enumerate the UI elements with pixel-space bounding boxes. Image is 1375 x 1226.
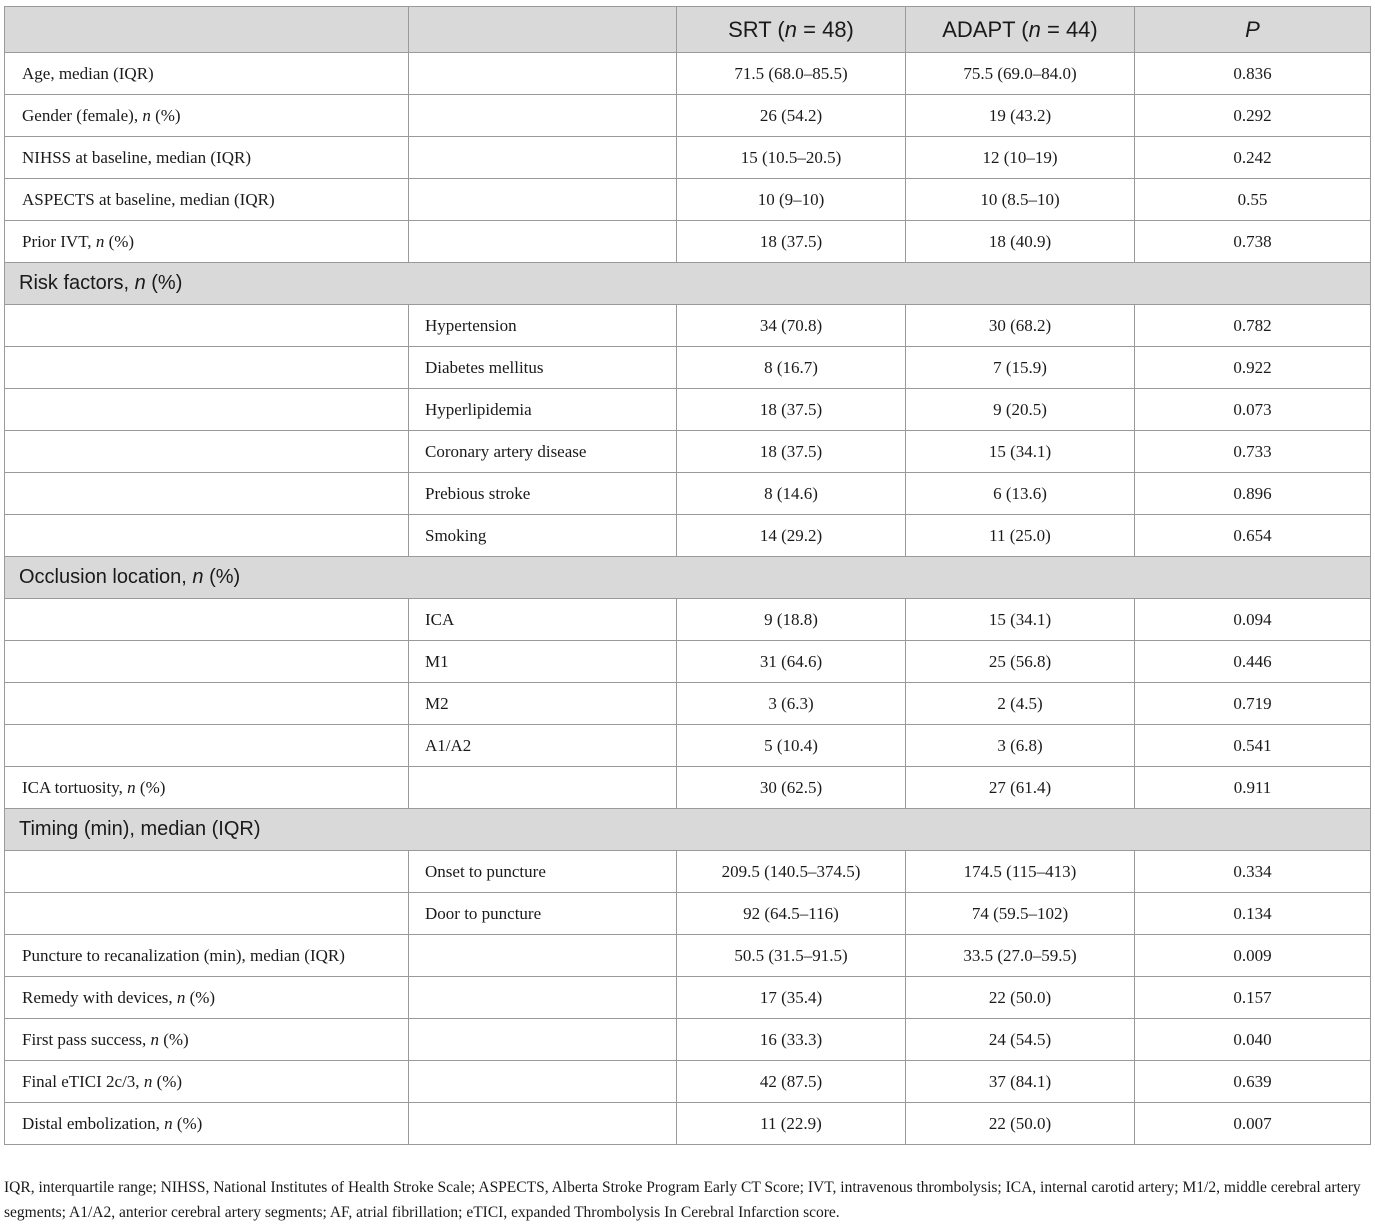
- p-value: 0.094: [1135, 599, 1371, 641]
- p-value: 0.55: [1135, 179, 1371, 221]
- adapt-value: 27 (61.4): [906, 767, 1135, 809]
- row-label-text: Hypertension: [425, 315, 517, 335]
- p-value: 0.157: [1135, 977, 1371, 1019]
- row-label-italic: n: [192, 566, 204, 588]
- table-row: [5, 473, 1371, 515]
- p-value: 0.782: [1135, 305, 1371, 347]
- adapt-value: 18 (40.9): [906, 221, 1135, 263]
- srt-value: 71.5 (68.0–85.5): [677, 53, 906, 95]
- table-row: [5, 1019, 1371, 1061]
- adapt-value: 10 (8.5–10): [906, 179, 1135, 221]
- adapt-value: 174.5 (115–413): [906, 851, 1135, 893]
- table-row: [5, 683, 1371, 725]
- table-row: [5, 935, 1371, 977]
- row-label-post: (%): [158, 1029, 189, 1049]
- row-label-text: Age, median (IQR): [22, 63, 154, 83]
- table-row: [5, 347, 1371, 389]
- row-label: [5, 935, 409, 977]
- row-label-italic: n: [142, 105, 151, 125]
- p-value: 0.446: [1135, 641, 1371, 683]
- row-label-italic: n: [134, 272, 146, 294]
- row-label: [5, 221, 409, 263]
- row-label-pre: Distal embolization,: [22, 1113, 165, 1133]
- header-adapt-n: n: [1028, 16, 1041, 42]
- p-value: 0.334: [1135, 851, 1371, 893]
- header-adapt: [906, 7, 1135, 53]
- row-sublabel: [409, 851, 677, 893]
- srt-value: 18 (37.5): [677, 389, 906, 431]
- srt-value: 18 (37.5): [677, 221, 906, 263]
- row-sublabel: [409, 599, 677, 641]
- row-label-text: Onset to puncture: [425, 861, 546, 881]
- srt-value: 15 (10.5–20.5): [677, 137, 906, 179]
- table-row: [5, 599, 1371, 641]
- row-sublabel: [409, 179, 677, 221]
- adapt-value: 24 (54.5): [906, 1019, 1135, 1061]
- row-label-post: (%): [104, 231, 135, 251]
- srt-value: 8 (14.6): [677, 473, 906, 515]
- section-heading: [5, 557, 1371, 599]
- row-label-italic: n: [176, 987, 186, 1007]
- section-row: [5, 557, 1371, 599]
- row-label: [5, 515, 409, 557]
- adapt-value: 2 (4.5): [906, 683, 1135, 725]
- srt-value: 34 (70.8): [677, 305, 906, 347]
- adapt-value: 37 (84.1): [906, 1061, 1135, 1103]
- table-container: [4, 6, 1370, 1145]
- srt-value: 50.5 (31.5–91.5): [677, 935, 906, 977]
- row-label: [5, 473, 409, 515]
- row-label: [5, 1019, 409, 1061]
- header-p: [1135, 7, 1371, 53]
- row-sublabel: [409, 347, 677, 389]
- row-label-text: Puncture to recanalization (min), median (IQR): [22, 945, 345, 965]
- row-label-text: Door to puncture: [425, 903, 542, 923]
- row-sublabel: [409, 53, 677, 95]
- row-label-italic: n: [127, 777, 136, 797]
- p-value: 0.836: [1135, 53, 1371, 95]
- row-sublabel: [409, 137, 677, 179]
- row-label: [5, 1061, 409, 1103]
- table-row: [5, 431, 1371, 473]
- srt-value: 5 (10.4): [677, 725, 906, 767]
- table-row: [5, 53, 1371, 95]
- table-row: [5, 179, 1371, 221]
- row-label-text: M2: [425, 693, 449, 713]
- row-sublabel: [409, 977, 677, 1019]
- row-label: [5, 53, 409, 95]
- row-label: [5, 599, 409, 641]
- row-label-text: Coronary artery disease: [425, 441, 587, 461]
- row-label: [5, 137, 409, 179]
- p-value: 0.654: [1135, 515, 1371, 557]
- row-sublabel: [409, 221, 677, 263]
- table-row: [5, 1103, 1371, 1145]
- adapt-value: 15 (34.1): [906, 431, 1135, 473]
- row-label-italic: n: [164, 1113, 173, 1133]
- srt-value: 8 (16.7): [677, 347, 906, 389]
- table-row: [5, 305, 1371, 347]
- row-sublabel: [409, 95, 677, 137]
- p-value: 0.007: [1135, 1103, 1371, 1145]
- srt-value: 9 (18.8): [677, 599, 906, 641]
- row-label-pre: ICA tortuosity,: [22, 777, 128, 797]
- adapt-value: 3 (6.8): [906, 725, 1135, 767]
- table-body: [5, 53, 1371, 1145]
- srt-value: 10 (9–10): [677, 179, 906, 221]
- p-value: 0.073: [1135, 389, 1371, 431]
- header-srt-n: n: [784, 16, 798, 42]
- row-label-post: (%): [135, 777, 166, 797]
- adapt-value: 33.5 (27.0–59.5): [906, 935, 1135, 977]
- table-row: [5, 893, 1371, 935]
- header-p-label: P: [1245, 16, 1260, 42]
- table-row: [5, 767, 1371, 809]
- p-value: 0.134: [1135, 893, 1371, 935]
- row-label-italic: n: [150, 1029, 159, 1049]
- row-label-post: (%): [172, 1113, 203, 1133]
- row-label-pre: Risk factors,: [19, 272, 135, 294]
- row-label: [5, 389, 409, 431]
- adapt-value: 22 (50.0): [906, 977, 1135, 1019]
- row-label-pre: Occlusion location,: [19, 566, 193, 588]
- p-value: 0.922: [1135, 347, 1371, 389]
- adapt-value: 75.5 (69.0–84.0): [906, 53, 1135, 95]
- p-value: 0.639: [1135, 1061, 1371, 1103]
- table-row: [5, 641, 1371, 683]
- table-row: [5, 137, 1371, 179]
- header-srt-suffix: = 48): [797, 16, 854, 42]
- p-value: 0.009: [1135, 935, 1371, 977]
- row-sublabel: [409, 767, 677, 809]
- row-sublabel: [409, 683, 677, 725]
- row-sublabel: [409, 1019, 677, 1061]
- row-sublabel: [409, 1061, 677, 1103]
- adapt-value: 6 (13.6): [906, 473, 1135, 515]
- header-srt-prefix: SRT (: [728, 16, 785, 42]
- row-label-post: (%): [145, 272, 183, 294]
- table-row: [5, 725, 1371, 767]
- row-label: [5, 305, 409, 347]
- srt-value: 42 (87.5): [677, 1061, 906, 1103]
- row-label-italic: n: [95, 231, 105, 251]
- row-label-text: ASPECTS at baseline, median (IQR): [22, 189, 275, 209]
- adapt-value: 22 (50.0): [906, 1103, 1135, 1145]
- adapt-value: 74 (59.5–102): [906, 893, 1135, 935]
- row-sublabel: [409, 515, 677, 557]
- p-value: 0.541: [1135, 725, 1371, 767]
- adapt-value: 12 (10–19): [906, 137, 1135, 179]
- row-label: [5, 725, 409, 767]
- row-label-pre: Remedy with devices,: [22, 987, 177, 1007]
- row-label-pre: First pass success,: [22, 1029, 151, 1049]
- row-sublabel: [409, 431, 677, 473]
- srt-value: 31 (64.6): [677, 641, 906, 683]
- row-label-text: ICA: [425, 609, 455, 629]
- adapt-value: 15 (34.1): [906, 599, 1135, 641]
- p-value: 0.911: [1135, 767, 1371, 809]
- row-label: [5, 95, 409, 137]
- row-label-pre: Gender (female),: [22, 105, 143, 125]
- row-label-pre: Final eTICI 2c/3,: [22, 1071, 144, 1091]
- table-row: [5, 221, 1371, 263]
- table-row: [5, 851, 1371, 893]
- p-value: 0.719: [1135, 683, 1371, 725]
- p-value: 0.738: [1135, 221, 1371, 263]
- section-heading: [5, 809, 1371, 851]
- row-label-post: (%): [150, 105, 181, 125]
- row-label-text: NIHSS at baseline, median (IQR): [22, 147, 251, 167]
- row-sublabel: [409, 725, 677, 767]
- adapt-value: 9 (20.5): [906, 389, 1135, 431]
- header-adapt-prefix: ADAPT (: [942, 16, 1029, 42]
- row-sublabel: [409, 473, 677, 515]
- table-row: [5, 1061, 1371, 1103]
- table-row: [5, 515, 1371, 557]
- header-blank-1: [5, 7, 409, 53]
- srt-value: 26 (54.2): [677, 95, 906, 137]
- row-label: [5, 851, 409, 893]
- srt-value: 17 (35.4): [677, 977, 906, 1019]
- row-label: [5, 1103, 409, 1145]
- p-value: 0.733: [1135, 431, 1371, 473]
- row-label: [5, 683, 409, 725]
- srt-value: 18 (37.5): [677, 431, 906, 473]
- row-sublabel: [409, 935, 677, 977]
- row-label: [5, 767, 409, 809]
- row-label-italic: n: [143, 1071, 153, 1091]
- row-sublabel: [409, 389, 677, 431]
- row-label: [5, 641, 409, 683]
- p-value: 0.242: [1135, 137, 1371, 179]
- header-blank-2: [409, 7, 677, 53]
- row-label-post: (%): [185, 987, 216, 1007]
- row-sublabel: [409, 305, 677, 347]
- table-row: [5, 977, 1371, 1019]
- p-value: 0.292: [1135, 95, 1371, 137]
- srt-value: 14 (29.2): [677, 515, 906, 557]
- row-sublabel: [409, 641, 677, 683]
- section-row: [5, 809, 1371, 851]
- row-sublabel: [409, 1103, 677, 1145]
- adapt-value: 19 (43.2): [906, 95, 1135, 137]
- row-label-text: M1: [425, 651, 449, 671]
- row-label-text: Smoking: [425, 525, 487, 545]
- table-row: [5, 389, 1371, 431]
- row-label: [5, 179, 409, 221]
- srt-value: 3 (6.3): [677, 683, 906, 725]
- srt-value: 92 (64.5–116): [677, 893, 906, 935]
- p-value: 0.040: [1135, 1019, 1371, 1061]
- row-label-pre: Prior IVT,: [22, 231, 96, 251]
- row-label: [5, 977, 409, 1019]
- adapt-value: 25 (56.8): [906, 641, 1135, 683]
- row-label-text: Timing (min), median (IQR): [19, 818, 261, 840]
- adapt-value: 11 (25.0): [906, 515, 1135, 557]
- section-row: [5, 263, 1371, 305]
- srt-value: 209.5 (140.5–374.5): [677, 851, 906, 893]
- table-footnote: IQR, interquartile range; NIHSS, National Institutes of Health Stroke Scale; ASPECTS, Alberta Stroke Program Early CT Score; IVT, intravenous thrombolysis; ICA, internal carotid artery; M1/2, middle cerebral artery segments; A1/A2, anterior cerebral artery segments; AF, atrial fibrillation; eTICI, expanded Thrombolysis In Cerebral Infarction score.: [4, 1179, 1361, 1221]
- p-value: 0.896: [1135, 473, 1371, 515]
- header-srt: [677, 7, 906, 53]
- row-label: [5, 893, 409, 935]
- header-adapt-suffix: = 44): [1040, 16, 1098, 42]
- srt-value: 30 (62.5): [677, 767, 906, 809]
- srt-value: 11 (22.9): [677, 1103, 906, 1145]
- data-table: [4, 6, 1371, 1145]
- row-label-text: Hyperlipidemia: [425, 399, 532, 419]
- adapt-value: 7 (15.9): [906, 347, 1135, 389]
- row-sublabel: [409, 893, 677, 935]
- header-row: [5, 7, 1371, 53]
- row-label-text: A1/A2: [425, 735, 472, 755]
- section-heading: [5, 263, 1371, 305]
- row-label: [5, 347, 409, 389]
- adapt-value: 30 (68.2): [906, 305, 1135, 347]
- srt-value: 16 (33.3): [677, 1019, 906, 1061]
- row-label-text: Prebious stroke: [425, 483, 531, 503]
- row-label-text: Diabetes mellitus: [425, 357, 544, 377]
- row-label-post: (%): [203, 566, 241, 588]
- row-label: [5, 431, 409, 473]
- row-label-post: (%): [152, 1071, 183, 1091]
- table-row: [5, 95, 1371, 137]
